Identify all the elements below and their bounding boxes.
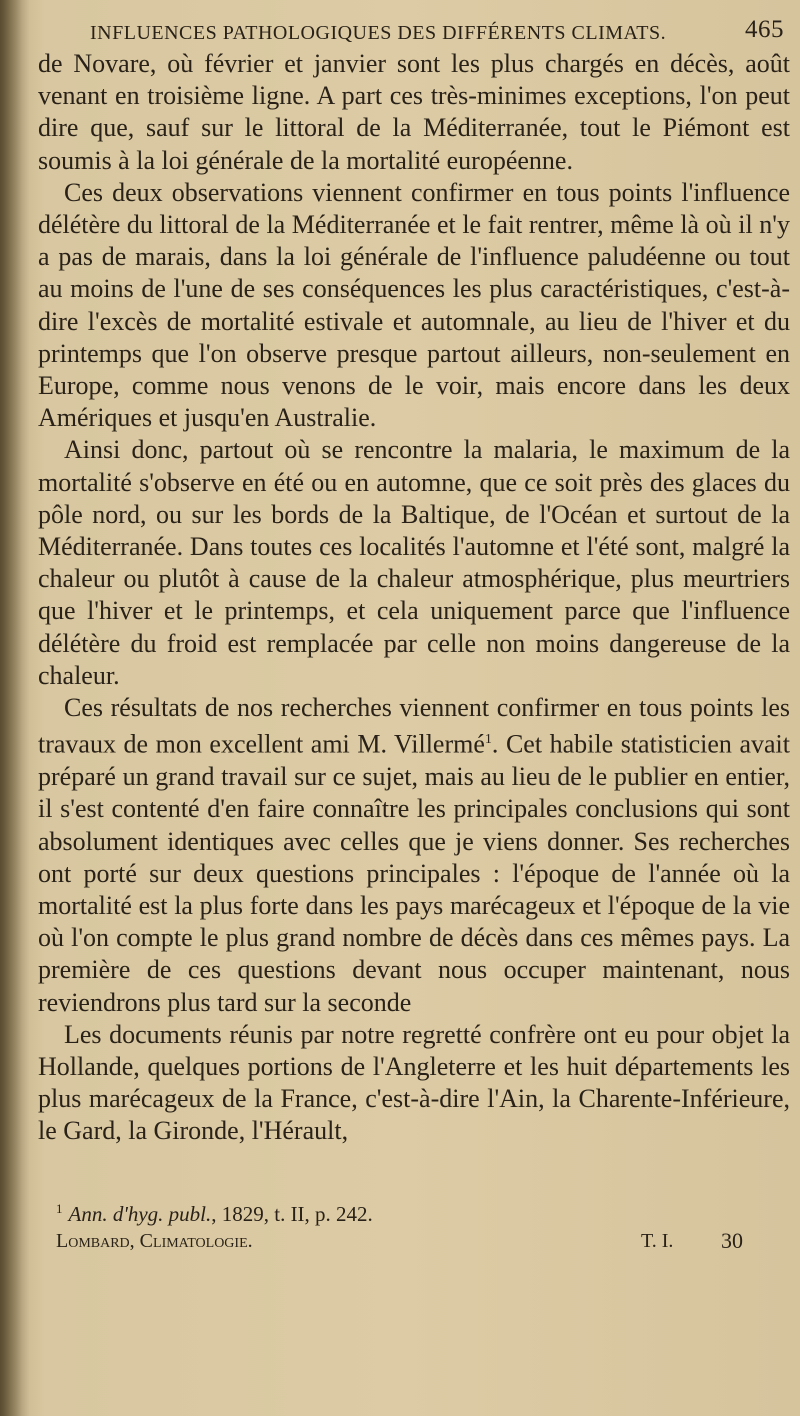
paragraph-3: Ainsi donc, partout où se rencontre la malaria, le maximum de la mortalité s'observe en été ou en automne, que ce soit près des glaces du pôle nord, ou sur les bords de la Baltique, de l'Océan et surtout de la Méditerranée. Dans toutes ces localités l'automne et l'été sont, malgré la chaleur ou plutôt à cause de la chaleur atmosphérique, plus meurtriers que l'hiver et le printemps, et cela uniquement parce que l'influence délétère du froid est remplacée par celle non moins dangereuse de la chaleur. (38, 435, 790, 690)
paragraph-4-start: Ces résultats de nos recherches viennent confirmer en tous points les travaux de mon excellent ami M. Villermé (38, 693, 790, 759)
body-text (38, 48, 790, 1148)
signature-sheet: 30 (721, 1228, 743, 1253)
running-title: INFLUENCES PATHOLOGIQUES DES DIFFÉRENTS CLIMATS. (90, 22, 667, 44)
footnote-journal: Ann. d'hyg. publ. (68, 1202, 212, 1226)
paragraph-5: Les documents réunis par notre regretté confrère ont eu pour objet la Hollande, quelques portions de l'Angleterre et les huit départements les plus marécageux de la France, c'est-à-dire l'Ain, la Charente-Inférieure, le Gard, la Gironde, l'Hérault, (38, 1019, 790, 1146)
spine-shadow (0, 0, 30, 1416)
page-number: 465 (745, 16, 784, 43)
footnote-reference: 1 (484, 732, 492, 748)
signature-tome: T. I. (641, 1230, 674, 1252)
footnote-number: 1 (56, 1201, 63, 1216)
paragraph-4 (38, 692, 790, 1019)
printer-signature (56, 1230, 766, 1258)
signature-author-work: Lombard, Climatologie. (56, 1230, 253, 1252)
paragraph-1: de Novare, où février et janvier sont les plus chargés en décès, août venant en troisième ligne. A part ces très-minimes exceptions, l'on peut dire que, sauf sur le littoral de la Méditerranée, tout le Piémont est soumis à la loi générale de la mortalité européenne. (38, 49, 790, 175)
paragraph-2: Ces deux observations viennent confirmer en tous points l'influence délétère du littoral de la Méditerranée et le fait rentrer, même là où il n'y a pas de marais, dans la loi générale de l'influence paludéenne ou tout au moins de l'une de ses conséquences les plus caractéristiques, c'est-à-dire l'excès de mortalité estivale et automnale, au lieu de l'hiver et du printemps que l'on observe presque partout ailleurs, non-seulement en Europe, comme nous venons de le voir, mais encore dans les deux Amériques et jusqu'en Australie. (38, 177, 790, 433)
footnote (56, 1201, 756, 1227)
paragraph-4-end: . Cet habile statisticien avait préparé un grand travail sur ce sujet, mais au lieu de le publier en entier, il s'est contenté d'en faire connaître les principales conclusions qui sont absolument identiques avec celles que je viens donner. Ses recherches ont porté sur deux questions principales : l'époque de l'année où la mortalité est la plus forte dans les pays marécageux et l'époque de la vie où l'on compte le plus grand nombre de décès dans ces mêmes pays. La première de ces questions devant nous occuper maintenant, nous reviendrons plus tard sur la seconde (38, 729, 791, 1017)
footnote-citation: , 1829, t. II, p. 242. (211, 1202, 373, 1226)
running-header (90, 14, 790, 48)
